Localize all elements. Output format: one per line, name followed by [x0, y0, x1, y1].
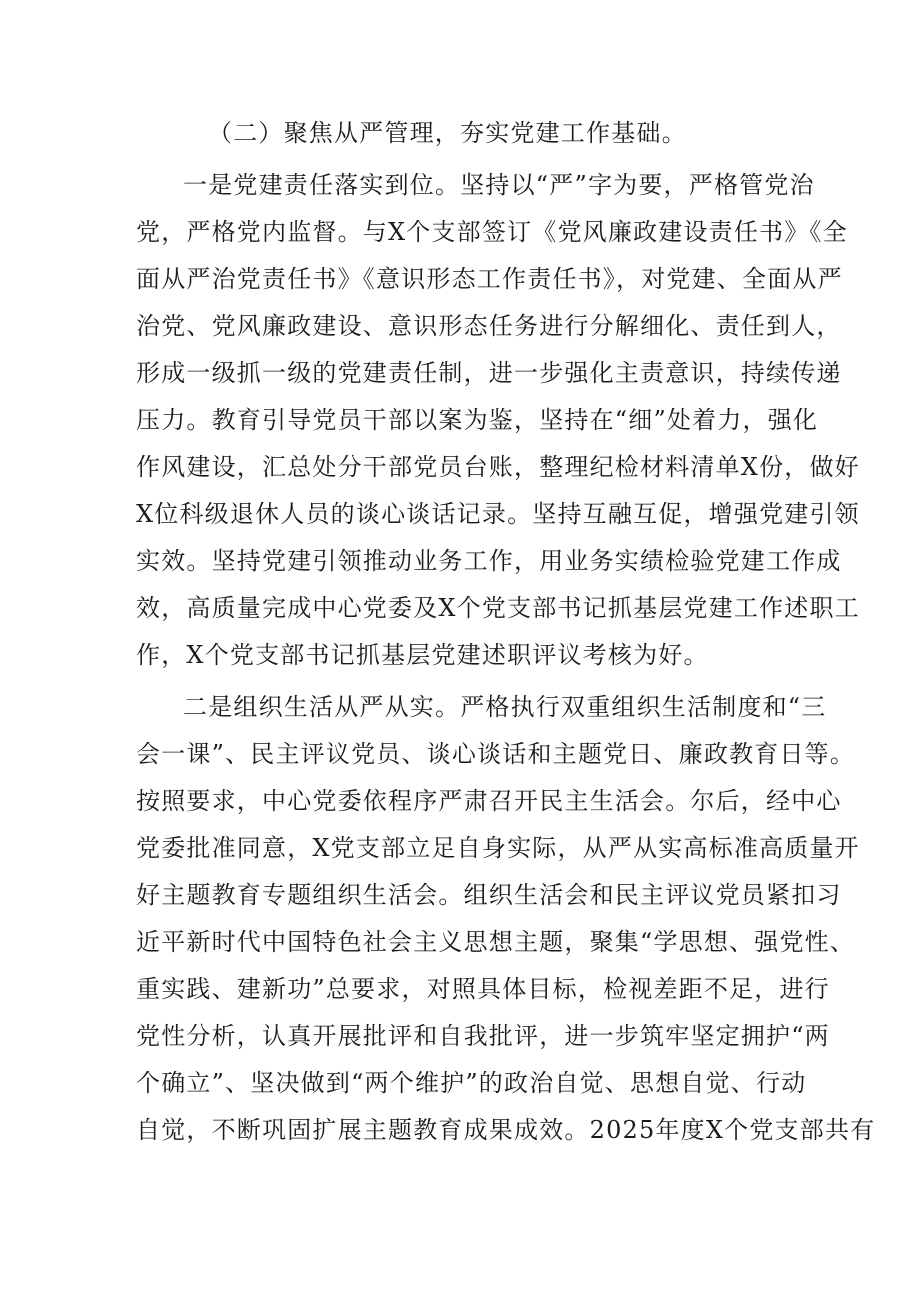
paragraph-line: X位科级退休人员的谈心谈话记录。坚持互融互促，增强党建引领	[136, 500, 860, 528]
paragraph-line: 重实践、建新功”总要求，对照具体目标，检视差距不足，进行	[136, 975, 830, 1003]
paragraph-line: 好主题教育专题组织生活会。组织生活会和民主评议党员紧扣习	[136, 881, 842, 909]
paragraph-line: 会一课”、民主评议党员、谈心谈话和主题党日、廉政教育日等。	[136, 740, 856, 768]
paragraph-line: 面从严治党责任书》《意识形态工作责任书》，对党建、全面从严	[136, 265, 843, 293]
paragraph-line: 形成一级抓一级的党建责任制，进一步强化主责意识，持续传递	[136, 359, 842, 387]
paragraph-line: 二是组织生活从严从实。严格执行双重组织生活制度和“三	[183, 693, 827, 721]
paragraph-line: 党，严格党内监督。与X个支部签订《党风廉政建设责任书》《全	[136, 218, 848, 246]
paragraph-line: 效，高质量完成中心党委及X个党支部书记抓基层党建工作述职工	[136, 594, 860, 622]
paragraph-line: 实效。坚持党建引领推动业务工作，用业务实绩检验党建工作成	[136, 547, 842, 575]
paragraph-line: 按照要求，中心党委依程序严肃召开民主生活会。尔后，经中心	[136, 787, 842, 815]
paragraph-line: 近平新时代中国特色社会主义思想主题，聚集“学思想、强党性、	[136, 928, 856, 956]
paragraph-line: 自觉，不断巩固扩展主题教育成果成效。2025年度X个党支部共有	[136, 1116, 876, 1144]
paragraph-line: 作风建设，汇总处分干部党员台账，整理纪检材料清单X份，做好	[136, 453, 860, 481]
paragraph-line: 作，X个党支部书记抓基层党建述职评议考核为好。	[136, 641, 709, 669]
paragraph-line: 党性分析，认真开展批评和自我批评，进一步筑牢坚定拥护“两	[136, 1022, 830, 1050]
section-heading: （二）聚焦从严管理，夯实党建工作基础。	[208, 119, 687, 147]
paragraph-line: 一是党建责任落实到位。坚持以“严”字为要，严格管党治	[183, 171, 815, 199]
paragraph-line: 治党、党风廉政建设、意识形态任务进行分解细化、责任到人，	[136, 312, 842, 340]
paragraph-line: 个确立”、坚决做到“两个维护”的政治自觉、思想自觉、行动	[136, 1069, 807, 1097]
paragraph-line: 党委批准同意，X党支部立足自身实际，从严从实高标准高质量开	[136, 834, 860, 862]
paragraph-line: 压力。教育引导党员干部以案为鉴，坚持在“细”处着力，强化	[136, 406, 819, 434]
